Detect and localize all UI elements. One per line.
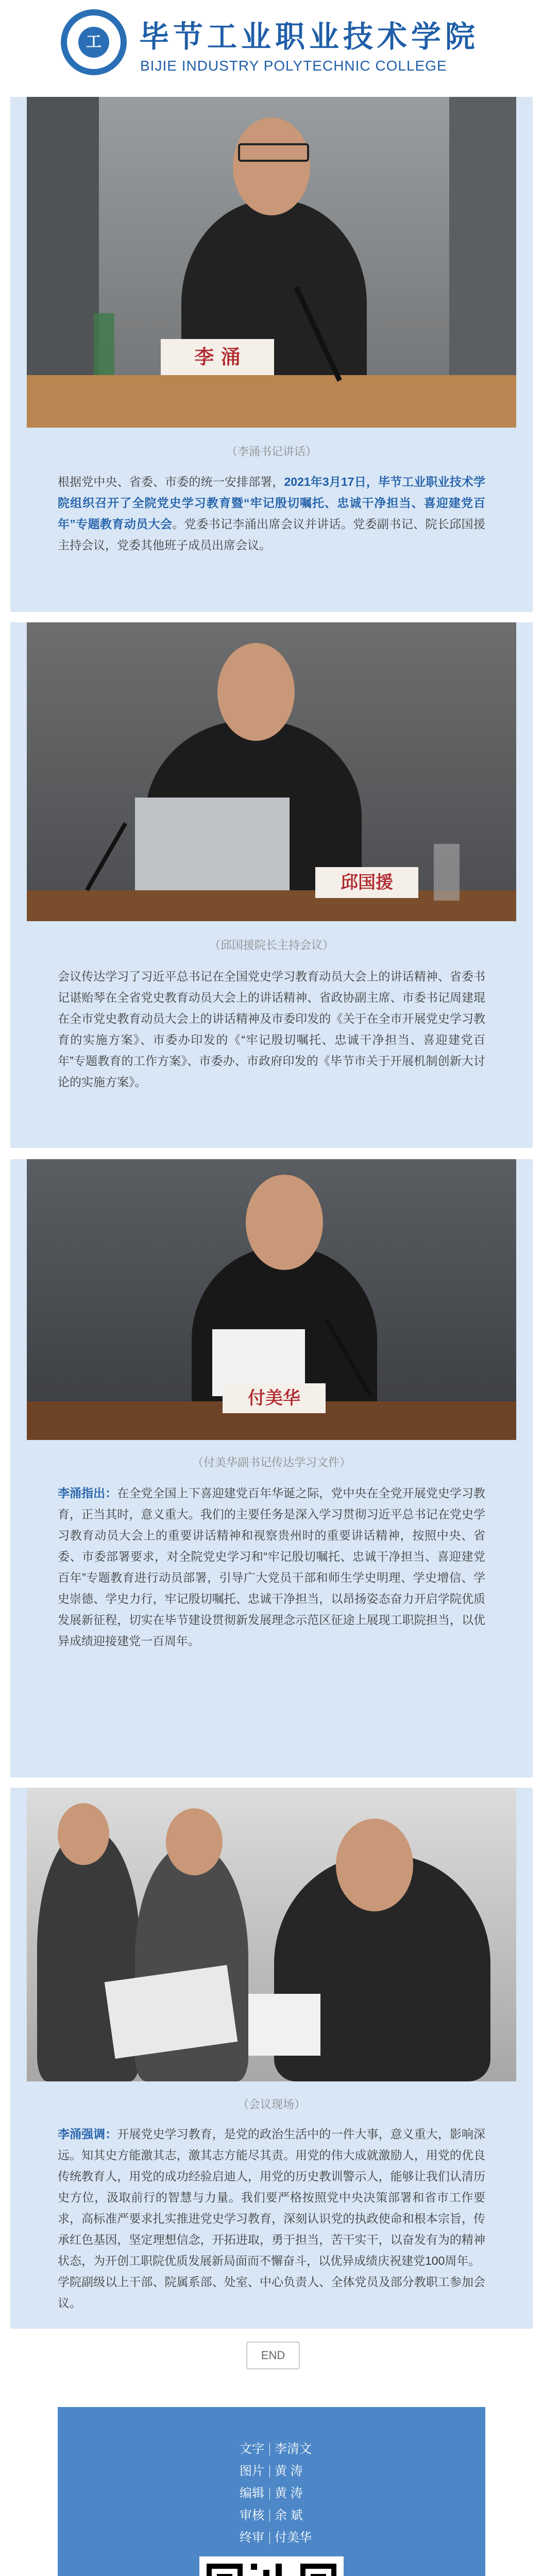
caption-1: （李涌书记讲话） <box>226 445 317 458</box>
nameplate: 李 涌 <box>161 339 274 375</box>
college-name-cn: 毕节工业职业技术学院 <box>139 19 480 54</box>
credits-footer <box>58 2407 485 2576</box>
p1-post: 。党委书记李涌出席会议并讲话。党委副书记、院长邱国援主持会议，党委其他班子成员出席会议。 <box>58 517 486 552</box>
photo-speaker-li-yong <box>27 97 516 428</box>
photo-fu-meihua <box>27 1159 516 1440</box>
credit-row: 审核 余 斌 <box>240 2509 303 2522</box>
p3-text: 在全党全国上下喜迎建党百年华诞之际，党中央在全党开展党史学习教育，正当其时，意义重大。我们的主要任务是深入学习贯彻习近平总书记在党史学习教育动员大会上的重要讲话精神和视察贵州时的重要讲话精神，按照中央、省委、市委部署要求，对全院党史学习和“牢记殷切嘱托、忠诚干净担当、喜迎建党百年”专题教育进行动员部署，引导广大党员干部和师生学史明理、学史增信、学史崇德、学史力行，牢记殷切嘱托、忠诚干净担当，以昂扬姿态奋力开启学院优质发展新征程，切实在毕节建设贯彻新发展理念示范区征途上展现工职院担当，以优异成绩迎接建党一百周年。 <box>58 1486 486 1648</box>
credit-row: 文字 李清文 <box>240 2442 312 2456</box>
nameplate: 付美华 <box>223 1383 326 1413</box>
college-logo-icon: 工 <box>61 9 127 75</box>
p4-text: 开展党史学习教育，是党的政治生活中的一件大事，意义重大，影响深远。知其史方能激其志，激其志方能尽其责。用党的伟大成就激励人，用党的优良传统教育人，用党的成功经验启迪人，用党的历史教训警示人，能够让我们认清历史方位，汲取前行的智慧与力量。我们要严格按照党中央决策部署和省市工作要求，高标准严要求扎实推进党史学习教育，深刻认识党的执政使命和根本宗旨，传承红色基因，坚定理想信念，开拓进取，勇于担当，苦干实干，以奋发有为的精神状态，为开创工职院优质发展新局面而不懈奋斗，以优异成绩庆祝建党100周年。 <box>58 2127 486 2267</box>
paragraph-2 <box>58 966 485 1093</box>
photo-host-qiu-guoyuan <box>27 622 516 921</box>
paragraph-4 <box>58 2124 485 2314</box>
caption-4: （会议现场） <box>237 2098 306 2111</box>
credits-list <box>58 2438 485 2549</box>
end-marker: END <box>246 2342 300 2369</box>
p1-pre: 根据党中央、省委、市委的统一安排部署， <box>58 475 284 488</box>
caption-2: （邱国援院长主持会议） <box>209 939 334 952</box>
photo-meeting-scene <box>27 1788 516 2081</box>
p5-text: 学院副级以上干部、院属系部、处室、中心负责人、全体党员及部分教职工参加会议。 <box>58 2275 485 2310</box>
college-name-en: BIJIE INDUSTRY POLYTECHNIC COLLEGE <box>140 58 447 74</box>
paragraph-1 <box>58 471 485 556</box>
credit-row: 编辑 黄 涛 <box>240 2486 303 2500</box>
page-header <box>0 0 543 88</box>
p1-highlight: 2021年3月17日，毕节工业职业技术学院组织召开了全院党史学习教育暨“牢记殷切嘱托、忠诚干净担当、喜迎建党百年”专题教育动员大会 <box>58 475 486 531</box>
p2-text: 会议传达学习了习近平总书记在全国党史学习教育动员大会上的讲话精神、省委书记谌贻琴在全省党史教育动员大会上的讲话精神、省政协副主席、市委书记周建琨在全市党史教育动员大会上的讲话精神及市委印发的《关于在全市开展党史学习教育的实施方案》、市委办印发的《“牢记殷切嘱托、忠诚干净担当、喜迎建党百年”专题教育的工作方案》、市委办、市政府印发的《毕节市关于开展机制创新大讨论的实施方案》。 <box>58 970 485 1089</box>
paragraph-3 <box>58 1483 485 1652</box>
credit-row: 图片 黄 涛 <box>240 2464 303 2478</box>
caption-3: （付美华副书记传达学习文件） <box>192 1456 351 1469</box>
qr-code-icon[interactable] <box>199 2556 344 2576</box>
p4-lead: 李涌强调： <box>58 2127 117 2141</box>
p3-lead: 李涌指出： <box>58 1486 117 1500</box>
credit-row: 终审 付美华 <box>240 2531 312 2545</box>
nameplate: 邱国援 <box>315 867 418 898</box>
